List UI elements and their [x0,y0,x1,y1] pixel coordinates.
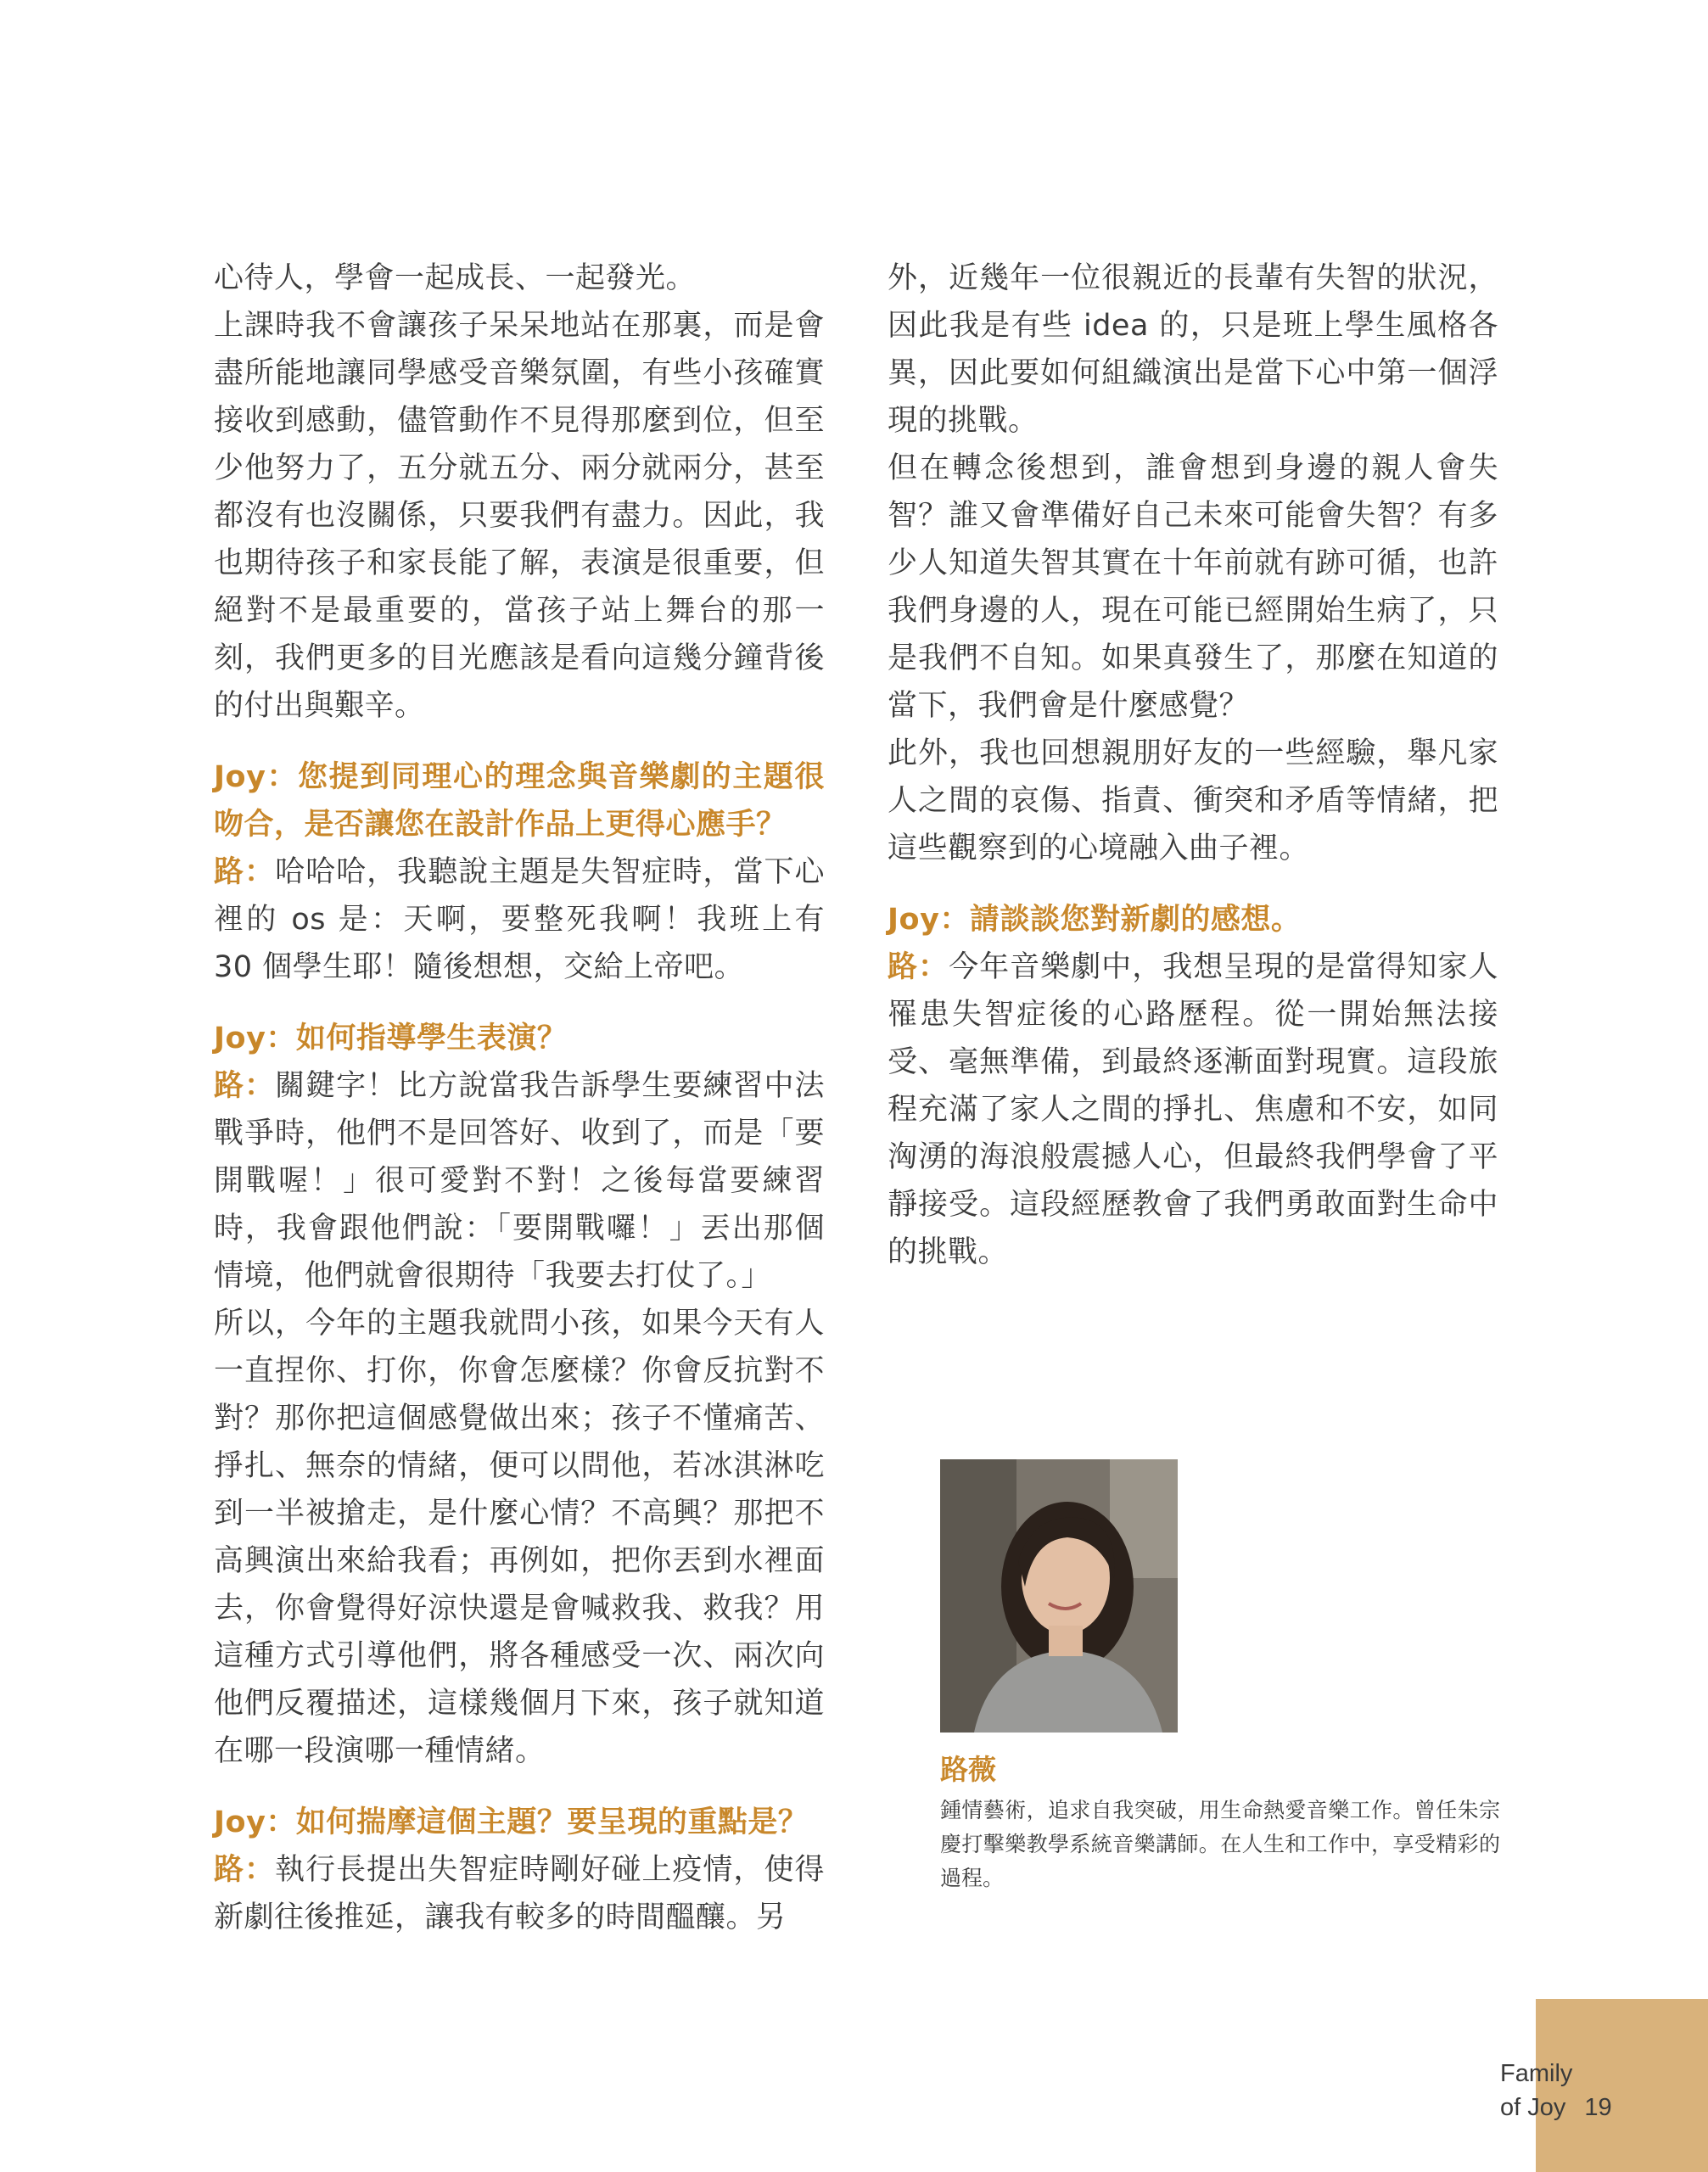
body-paragraph: 但在轉念後想到，誰會想到身邊的親人會失智？誰又會準備好自己未來可能會失智？有多少人知道失智其實在十年前就有跡可循，也許我們身邊的人，現在可能已經開始生病了，只是我們不自知。如果真發生了，那麼在知道的當下，我們會是什麼感覺？ [888,451,1498,723]
answer-text: 關鍵字！比方說當我告訴學生要練習中法戰爭時，他們不是回答好、收到了，而是「要開戰喔！」很可愛對不對！之後每當要練習時，我會跟他們說：「要開戰囉！」丟出那個情境，他們就會很期待「我要去打仗了。」 [214,1069,825,1293]
speaker-label: 路： [214,1853,276,1887]
body-paragraph: 此外，我也回想親朋好友的一些經驗，舉凡家人之間的哀傷、指責、衝突和矛盾等情緒，把這些觀察到的心境融入曲子裡。 [888,736,1498,865]
brand-line-2: of Joy [1500,2094,1566,2121]
right-column [888,255,1498,1276]
bio-name: 路薇 [940,1753,996,1786]
answer-text: 哈哈哈，我聽說主題是失智症時，當下心裡的 os 是：天啊，要整死我啊！我班上有 30 個學生耶！隨後想想，交給上帝吧。 [214,855,825,984]
answer-text: 執行長提出失智症時剛好碰上疫情，使得新劇往後推延，讓我有較多的時間醞釀。另 [214,1853,825,1934]
body-paragraph: 心待人，學會一起成長、一起發光。 [214,261,697,295]
left-column [214,255,825,1941]
portrait-photo [940,1459,1178,1733]
answer-paragraph [214,1846,825,1941]
answer-paragraph [888,943,1498,1276]
question-heading: Joy：如何揣摩這個主題？要呈現的重點是？ [214,1805,809,1839]
page-number: 19 [1584,2094,1612,2121]
body-paragraph: 上課時我不會讓孩子呆呆地站在那裏，而是會盡所能地讓同學感受音樂氛圍，有些小孩確實接收到感動，儘管動作不見得那麼到位，但至少他努力了，五分就五分、兩分就兩分，甚至都沒有也沒關係，只要我們有盡力。因此，我也期待孩子和家長能了解，表演是很重要，但絕對不是最重要的，當孩子站上舞台的那一刻，我們更多的目光應該是看向這幾分鐘背後的付出與艱辛。 [214,309,825,723]
bio-text: 鍾情藝術，追求自我突破，用生命熱愛音樂工作。曾任朱宗慶打擊樂教學系統音樂講師。在人生和工作中，享受精彩的過程。 [940,1798,1500,1890]
question-heading: Joy：請談談您對新劇的感想。 [888,903,1302,937]
speaker-label: 路： [214,855,276,889]
answer-text: 今年音樂劇中，我想呈現的是當得知家人罹患失智症後的心路歷程。從一開始無法接受、毫無準備，到最終逐漸面對現實。這段旅程充滿了家人之間的掙扎、焦慮和不安，如同洶湧的海浪般震撼人心，但最終我們學會了平靜接受。這段經歷教會了我們勇敢面對生命中的挑戰。 [888,950,1498,1269]
body-paragraph: 外，近幾年一位很親近的長輩有失智的狀況，因此我是有些 idea 的，只是班上學生風格各異，因此要如何組織演出是當下心中第一個浮現的挑戰。 [888,261,1498,438]
question-heading: Joy：您提到同理心的理念與音樂劇的主題很吻合，是否讓您在設計作品上更得心應手？ [214,760,825,842]
footer-brand [1500,2057,1612,2124]
question-heading: Joy：如何指導學生表演？ [214,1022,568,1055]
answer-paragraph [214,848,825,991]
body-paragraph: 所以，今年的主題我就問小孩，如果今天有人一直捏你、打你，你會怎麼樣？你會反抗對不對？那你把這個感覺做出來；孩子不懂痛苦、掙扎、無奈的情緒，便可以問他，若冰淇淋吃到一半被搶走，是什麼心情？不高興？那把不高興演出來給我看；再例如，把你丟到水裡面去，你會覺得好涼快還是會喊救我、救我？用這種方式引導他們，將各種感受一次、兩次向他們反覆描述，這樣幾個月下來，孩子就知道在哪一段演哪一種情緒。 [214,1307,825,1768]
answer-paragraph [214,1062,825,1300]
speaker-label: 路： [214,1069,276,1103]
speaker-label: 路： [888,950,949,984]
brand-line-1: Family [1500,2060,1573,2087]
